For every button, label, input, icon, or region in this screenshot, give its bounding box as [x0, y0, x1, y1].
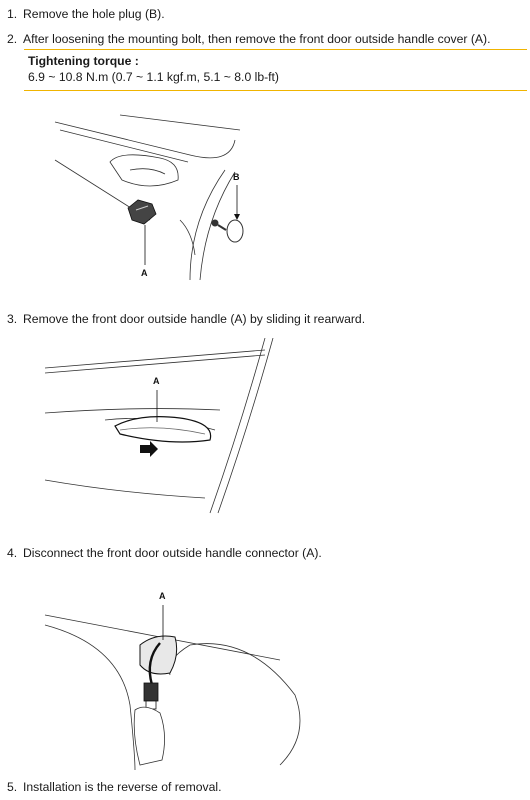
step-text: Disconnect the front door outside handle connector (A).	[23, 546, 322, 560]
step-number: 5.	[7, 780, 18, 794]
hole-plug	[227, 220, 243, 242]
step-number: 3.	[7, 312, 18, 326]
torque-value: 6.9 ~ 10.8 N.m (0.7 ~ 1.1 kgf.m, 5.1 ~ 8.0 lb-ft)	[28, 70, 279, 84]
handle-cover-part	[128, 200, 156, 224]
torque-title: Tightening torque :	[28, 54, 139, 68]
torque-spec-box	[24, 49, 527, 91]
direction-arrow-icon	[140, 441, 158, 457]
step-2	[7, 32, 490, 46]
figure-handle-sliding	[40, 338, 280, 518]
label-a: A	[153, 376, 160, 386]
step-text: Remove the front door outside handle (A) by sliding it rearward.	[23, 312, 366, 326]
step-text: Installation is the reverse of removal.	[23, 780, 222, 794]
outside-handle	[115, 417, 211, 442]
step-5	[7, 780, 221, 794]
label-a: A	[141, 268, 148, 278]
figure-connector-disconnect	[40, 585, 310, 770]
step-number: 4.	[7, 546, 18, 560]
hand-fingers	[134, 707, 164, 765]
step-text: After loosening the mounting bolt, then remove the front door outside handle cover (A).	[23, 32, 491, 46]
step-3	[7, 312, 365, 326]
mounting-bolt	[212, 220, 227, 231]
label-a: A	[159, 591, 166, 601]
step-text: Remove the hole plug (B).	[23, 7, 165, 21]
step-number: 2.	[7, 32, 18, 46]
step-4	[7, 546, 322, 560]
figure-handle-cover-removal	[40, 100, 320, 290]
label-b: B	[233, 172, 240, 182]
handle-opening	[140, 636, 177, 674]
step-1	[7, 7, 165, 21]
step-number: 1.	[7, 7, 18, 21]
